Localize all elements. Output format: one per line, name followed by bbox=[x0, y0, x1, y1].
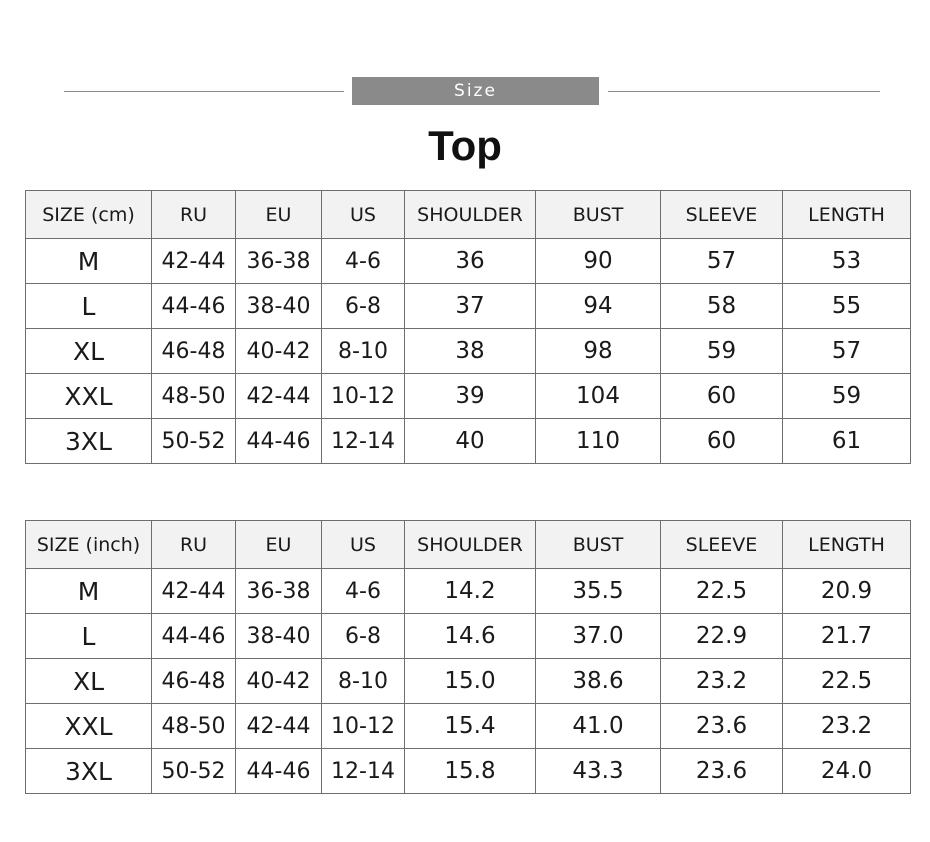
cell-length: 22.5 bbox=[783, 659, 911, 704]
size-table-inch bbox=[25, 520, 911, 794]
cell-sleeve: 57 bbox=[661, 239, 783, 284]
size-banner: Size bbox=[352, 77, 599, 105]
unit-header: SIZE (inch) bbox=[26, 521, 152, 569]
size-label: L bbox=[26, 284, 152, 329]
cell-ru: 44-46 bbox=[152, 614, 236, 659]
cell-eu: 36-38 bbox=[236, 569, 322, 614]
cell-shoulder: 37 bbox=[405, 284, 536, 329]
cell-eu: 40-42 bbox=[236, 659, 322, 704]
cell-bust: 110 bbox=[536, 419, 661, 464]
size-label: L bbox=[26, 614, 152, 659]
cell-ru: 44-46 bbox=[152, 284, 236, 329]
cell-us: 8-10 bbox=[322, 659, 405, 704]
cell-ru: 48-50 bbox=[152, 374, 236, 419]
cell-shoulder: 15.8 bbox=[405, 749, 536, 794]
cell-sleeve: 60 bbox=[661, 374, 783, 419]
column-header-ru: RU bbox=[152, 521, 236, 569]
cell-ru: 50-52 bbox=[152, 749, 236, 794]
size-label: XXL bbox=[26, 704, 152, 749]
cell-shoulder: 14.2 bbox=[405, 569, 536, 614]
cell-length: 20.9 bbox=[783, 569, 911, 614]
size-label: XL bbox=[26, 329, 152, 374]
cell-bust: 104 bbox=[536, 374, 661, 419]
cell-us: 6-8 bbox=[322, 284, 405, 329]
table-row bbox=[26, 569, 911, 614]
table-row bbox=[26, 704, 911, 749]
cell-shoulder: 38 bbox=[405, 329, 536, 374]
unit-header: SIZE (cm) bbox=[26, 191, 152, 239]
table-row bbox=[26, 329, 911, 374]
cell-us: 8-10 bbox=[322, 329, 405, 374]
table-row bbox=[26, 284, 911, 329]
size-label: M bbox=[26, 569, 152, 614]
cell-sleeve: 23.6 bbox=[661, 749, 783, 794]
column-header-sleeve: SLEEVE bbox=[661, 191, 783, 239]
cell-bust: 90 bbox=[536, 239, 661, 284]
divider-right bbox=[608, 91, 880, 92]
cell-bust: 43.3 bbox=[536, 749, 661, 794]
column-header-us: US bbox=[322, 191, 405, 239]
cell-eu: 44-46 bbox=[236, 749, 322, 794]
column-header-bust: BUST bbox=[536, 521, 661, 569]
cell-sleeve: 23.2 bbox=[661, 659, 783, 704]
cell-shoulder: 15.0 bbox=[405, 659, 536, 704]
cell-ru: 42-44 bbox=[152, 569, 236, 614]
cell-ru: 50-52 bbox=[152, 419, 236, 464]
cell-shoulder: 39 bbox=[405, 374, 536, 419]
column-header-length: LENGTH bbox=[783, 191, 911, 239]
column-header-bust: BUST bbox=[536, 191, 661, 239]
cell-sleeve: 22.9 bbox=[661, 614, 783, 659]
cell-ru: 42-44 bbox=[152, 239, 236, 284]
cell-eu: 44-46 bbox=[236, 419, 322, 464]
cell-bust: 98 bbox=[536, 329, 661, 374]
cell-length: 55 bbox=[783, 284, 911, 329]
cell-eu: 42-44 bbox=[236, 374, 322, 419]
cell-length: 59 bbox=[783, 374, 911, 419]
table-row bbox=[26, 659, 911, 704]
cell-us: 6-8 bbox=[322, 614, 405, 659]
column-header-shoulder: SHOULDER bbox=[405, 191, 536, 239]
cell-bust: 37.0 bbox=[536, 614, 661, 659]
cell-us: 4-6 bbox=[322, 239, 405, 284]
cell-length: 21.7 bbox=[783, 614, 911, 659]
column-header-eu: EU bbox=[236, 521, 322, 569]
cell-shoulder: 36 bbox=[405, 239, 536, 284]
table-row bbox=[26, 374, 911, 419]
cell-shoulder: 40 bbox=[405, 419, 536, 464]
cell-eu: 38-40 bbox=[236, 284, 322, 329]
table-row bbox=[26, 614, 911, 659]
cell-sleeve: 23.6 bbox=[661, 704, 783, 749]
cell-sleeve: 60 bbox=[661, 419, 783, 464]
cell-ru: 48-50 bbox=[152, 704, 236, 749]
cell-shoulder: 14.6 bbox=[405, 614, 536, 659]
cell-length: 24.0 bbox=[783, 749, 911, 794]
table-row bbox=[26, 419, 911, 464]
size-label: XXL bbox=[26, 374, 152, 419]
cell-us: 4-6 bbox=[322, 569, 405, 614]
table-row bbox=[26, 749, 911, 794]
cell-bust: 94 bbox=[536, 284, 661, 329]
cell-length: 53 bbox=[783, 239, 911, 284]
header-row bbox=[26, 191, 911, 239]
column-header-ru: RU bbox=[152, 191, 236, 239]
size-table-cm bbox=[25, 190, 911, 464]
cell-sleeve: 58 bbox=[661, 284, 783, 329]
size-label: 3XL bbox=[26, 419, 152, 464]
cell-eu: 40-42 bbox=[236, 329, 322, 374]
cell-bust: 38.6 bbox=[536, 659, 661, 704]
cell-ru: 46-48 bbox=[152, 659, 236, 704]
cell-sleeve: 59 bbox=[661, 329, 783, 374]
cell-length: 57 bbox=[783, 329, 911, 374]
cell-us: 10-12 bbox=[322, 704, 405, 749]
column-header-shoulder: SHOULDER bbox=[405, 521, 536, 569]
cell-length: 23.2 bbox=[783, 704, 911, 749]
cell-length: 61 bbox=[783, 419, 911, 464]
column-header-eu: EU bbox=[236, 191, 322, 239]
cell-sleeve: 22.5 bbox=[661, 569, 783, 614]
column-header-us: US bbox=[322, 521, 405, 569]
cell-bust: 41.0 bbox=[536, 704, 661, 749]
cell-eu: 38-40 bbox=[236, 614, 322, 659]
size-label: M bbox=[26, 239, 152, 284]
cell-shoulder: 15.4 bbox=[405, 704, 536, 749]
cell-bust: 35.5 bbox=[536, 569, 661, 614]
cell-eu: 42-44 bbox=[236, 704, 322, 749]
header-row bbox=[26, 521, 911, 569]
divider-left bbox=[64, 91, 344, 92]
size-label: XL bbox=[26, 659, 152, 704]
cell-ru: 46-48 bbox=[152, 329, 236, 374]
page-title: Top bbox=[428, 122, 502, 169]
cell-us: 12-14 bbox=[322, 419, 405, 464]
size-label: 3XL bbox=[26, 749, 152, 794]
table-row bbox=[26, 239, 911, 284]
column-header-length: LENGTH bbox=[783, 521, 911, 569]
cell-us: 12-14 bbox=[322, 749, 405, 794]
column-header-sleeve: SLEEVE bbox=[661, 521, 783, 569]
cell-eu: 36-38 bbox=[236, 239, 322, 284]
cell-us: 10-12 bbox=[322, 374, 405, 419]
